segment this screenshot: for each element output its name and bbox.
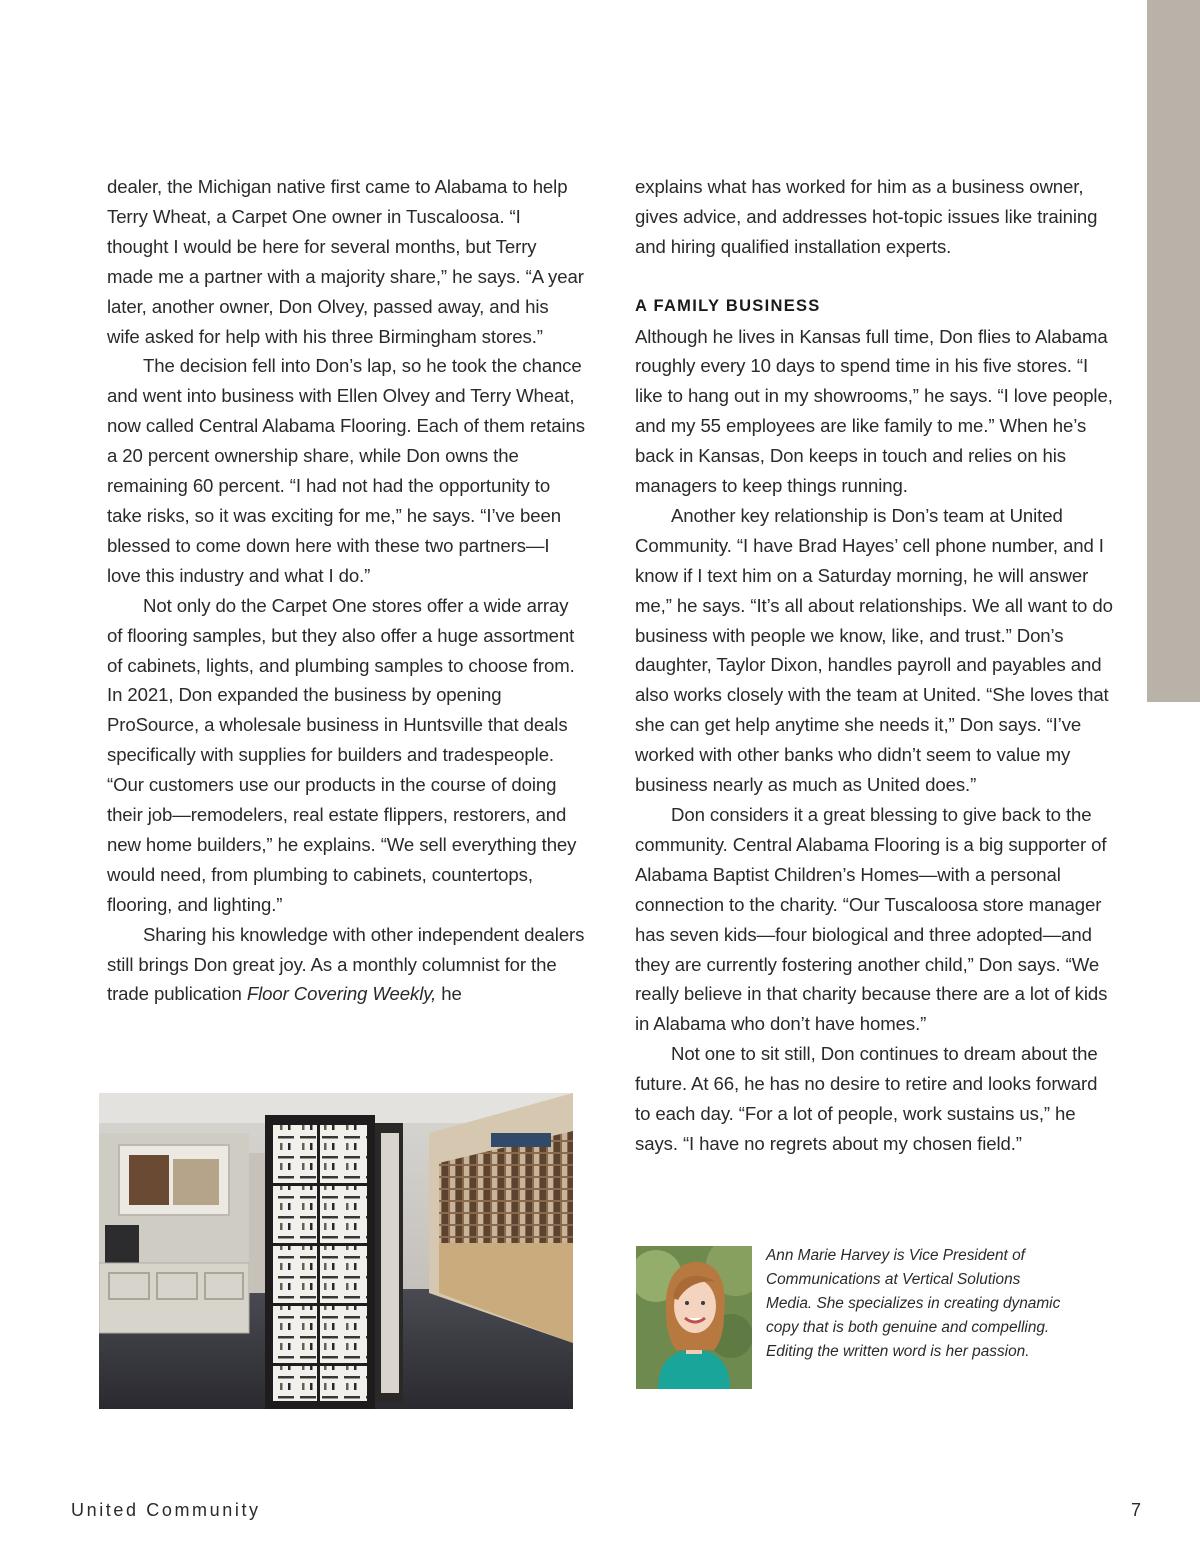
side-accent-tab	[1147, 0, 1200, 702]
article-left-column	[107, 172, 585, 1009]
paragraph-knowledge	[107, 920, 585, 1010]
paragraph-knowledge-text: Sharing his knowledge with other independent dealers still brings Don great joy. As a monthly columnist for the trade publication	[107, 923, 585, 1005]
paragraph-carpet-one: Not only do the Carpet One stores offer a wide array of flooring samples, but they also offer a huge assortment of cabinets, lights, and plumbing samples to choose from. In 2021, Don expanded the business by opening ProSource, a wholesale business in Huntsville that deals specifically with supplies for builders and tradespeople. “Our customers use our products in the course of doing their job—remodelers, real estate flippers, restorers, and new home builders,” he explains. “We sell everything they would need, from plumbing to cabinets, countertops, flooring, and lighting.”	[107, 594, 577, 915]
paragraph-future: Not one to sit still, Don continues to dream about the future. At 66, he has no desire to retire and looks forward to each day. “For a lot of people, work sustains us,” he says. “I have no regrets about my chosen field.”	[635, 1043, 1098, 1154]
paragraph-knowledge-end: he	[436, 983, 462, 1005]
paragraph-community: Don considers it a great blessing to give back to the community. Central Alabama Flooring is a big supporter of Alabama Baptist Children’s Homes—with a personal connection to the charity. “Our Tuscaloosa store manager has seven kids—four biological and three adopted—and they are currently fostering another child,” Don says. “We really believe in that charity because there are a lot of kids in Alabama who don’t have homes.”	[635, 804, 1108, 1035]
publication-title: Floor Covering Weekly,	[246, 983, 437, 1005]
paragraph-decision: The decision fell into Don’s lap, so he took the chance and went into business with Ellen Olvey and Terry Wheat, now called Central Alabama Flooring. Each of them retains a 20 percent ownership share, while Don owns the remaining 60 percent. “I had not had the opportunity to take risks, so it was exciting for me,” he says. “I’ve been blessed to come down here with these two partners—I love this industry and what I do.”	[107, 355, 585, 586]
paragraph-dealer-intro: dealer, the Michigan native first came to Alabama to help Terry Wheat, a Carpet One owner in Tuscaloosa. “I thought I would be here for several months, but Terry made me a partner with a majority share,” he says. “A year later, another owner, Don Olvey, passed away, and his wife asked for help with his three Birmingham stores.”	[107, 176, 584, 347]
author-bio: Ann Marie Harvey is Vice President of Communications at Vertical Solutions Media. She specializes in creating dynamic copy that is both genuine and compelling. Editing the written word is her passion.	[766, 1247, 1061, 1360]
footer-brand: United Community	[71, 1500, 261, 1520]
paragraph-kansas: Although he lives in Kansas full time, Don flies to Alabama roughly every 10 days to spend time in his five stores. “I like to hang out in my showrooms,” he says. “I love people, and my 55 employees are like family to me.” When he’s back in Kansas, Don keeps in touch and relies on his managers to keep things running.	[635, 325, 1113, 497]
author-headshot	[636, 1246, 752, 1389]
page-number: 7	[1131, 1500, 1142, 1520]
showroom-photo	[99, 1093, 573, 1409]
section-heading-family-business: A FAMILY BUSINESS	[635, 296, 821, 315]
paragraph-columnist: explains what has worked for him as a business owner, gives advice, and addresses hot-topic issues like training and hiring qualified installation experts.	[635, 176, 1098, 257]
paragraph-relationship: Another key relationship is Don’s team at United Community. “I have Brad Hayes’ cell phone number, and I know if I text him on a Saturday morning, he will answer me,” he says. “It’s all about relationships. We all want to do business with people we know, like, and trust.” Don’s daughter, Taylor Dixon, handles payroll and payables and also works closely with the team at United. “She loves that she can get help anytime she needs it,” Don says. “I’ve worked with other banks who didn’t seem to value my business nearly as much as United does.”	[635, 504, 1113, 796]
article-right-column	[635, 172, 1115, 1159]
